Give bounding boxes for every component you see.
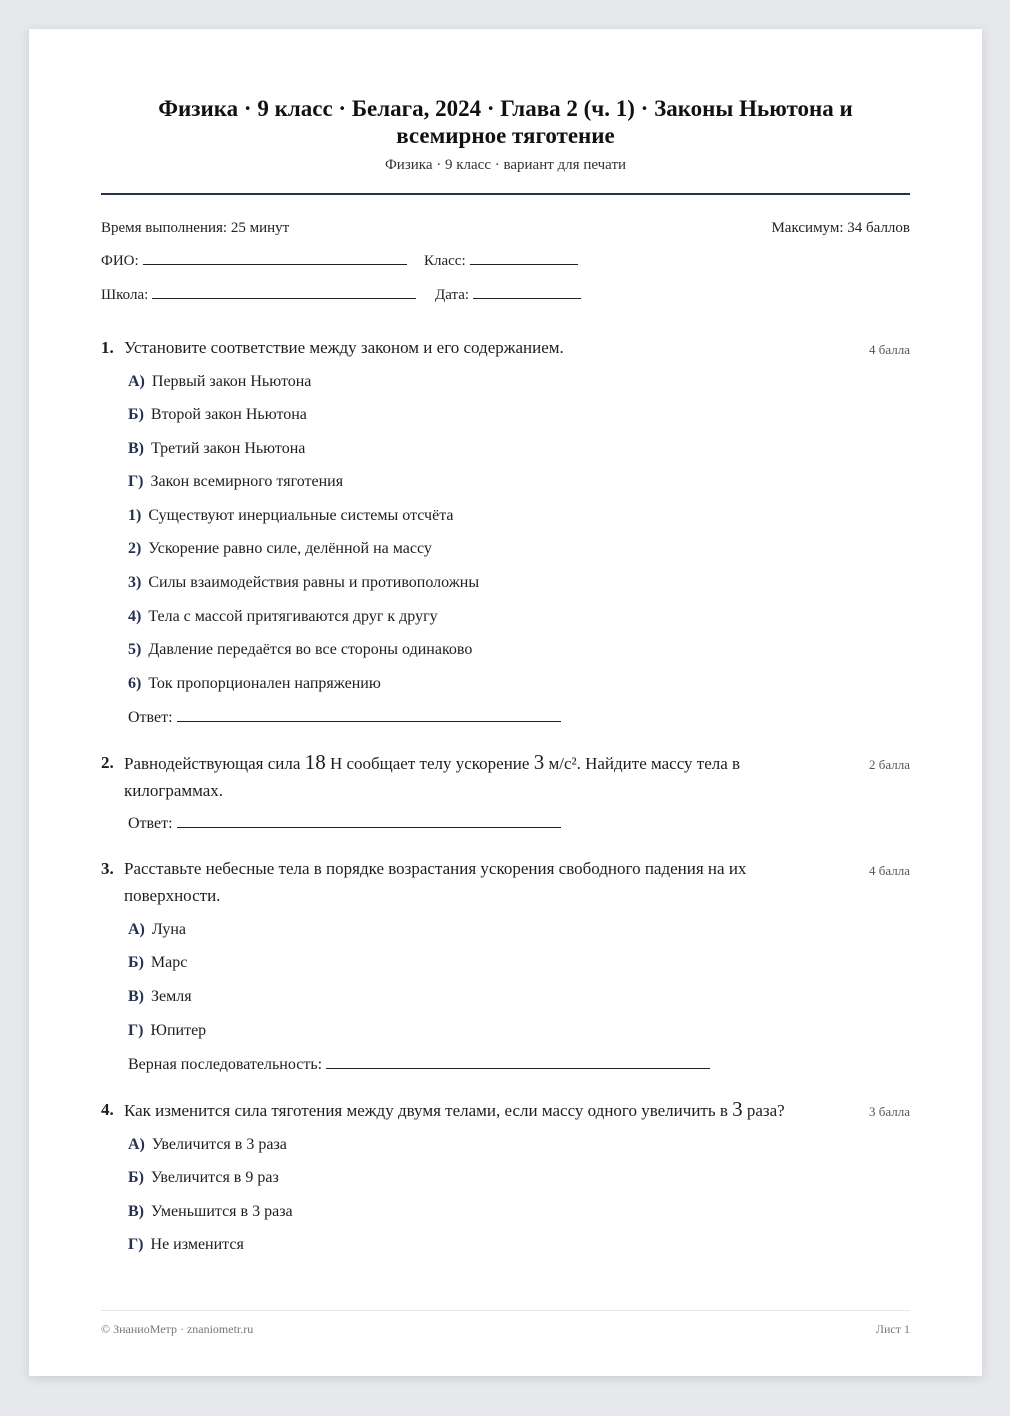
question-2 <box>101 749 910 805</box>
school-field[interactable] <box>101 287 416 304</box>
time-limit: Время выполнения: 25 минут <box>101 220 290 236</box>
question-text: Расставьте небесные тела в порядке возрастания ускорения свободного падения на их поверхности. <box>124 859 747 905</box>
date-field[interactable] <box>435 287 581 304</box>
question-4 <box>101 1096 910 1126</box>
class-label: Класс: <box>424 253 466 269</box>
answer-line <box>177 720 561 722</box>
option-item: А) Луна <box>128 921 187 938</box>
option-item: 4) Тела с массой притягиваются друг к другу <box>128 608 438 625</box>
option-item: 5) Давление передаётся во все стороны одинаково <box>128 641 473 658</box>
question-3 <box>101 855 910 911</box>
option-item: В) Третий закон Ньютона <box>128 440 306 457</box>
header-divider <box>101 193 910 195</box>
date-label: Дата: <box>435 287 470 303</box>
question-number: 1. <box>101 338 114 357</box>
class-line <box>470 263 578 265</box>
footer-divider <box>101 1310 910 1311</box>
question-points: 3 балла <box>869 1104 910 1119</box>
question-points: 4 балла <box>869 863 910 878</box>
option-item: 1) Существуют инерциальные системы отсчёта <box>128 507 454 524</box>
option-item: Б) Второй закон Ньютона <box>128 406 307 423</box>
question-points: 4 балла <box>869 342 910 357</box>
footer-page-number: Лист 1 <box>875 1322 910 1336</box>
answer-field[interactable] <box>128 815 561 833</box>
date-line <box>473 297 581 299</box>
class-field[interactable] <box>424 253 578 270</box>
option-item: 6) Ток пропорционален напряжению <box>128 675 381 692</box>
fio-field[interactable] <box>101 253 407 270</box>
option-item: 3) Силы взаимодействия равны и противоположны <box>128 574 480 591</box>
sequence-answer-field[interactable] <box>128 1056 710 1074</box>
question-text: Равнодействующая сила 18 Н сообщает телу ускорение 3 м/с². Найдите массу тела в килограммах. <box>124 750 741 800</box>
option-item: Б) Марс <box>128 954 188 971</box>
option-item: Б) Увеличится в 9 раз <box>128 1169 279 1186</box>
question-1 <box>101 334 910 364</box>
footer-copyright: © ЗнаниоМетр · znaniometr.ru <box>101 1322 254 1336</box>
answer-label: Верная последовательность: <box>128 1056 323 1073</box>
school-line <box>152 297 416 299</box>
question-number: 4. <box>101 1100 114 1119</box>
fio-line <box>143 263 407 265</box>
option-item: В) Уменьшится в 3 раза <box>128 1203 293 1220</box>
question-text: Как изменится сила тяготения между двумя телами, если массу одного увеличить в 3 раза? <box>124 1097 785 1121</box>
page-title: Физика · 9 класс · Белага, 2024 · Глава 2 (ч. 1) · Законы Ньютона и всемирное тяготение <box>158 96 853 148</box>
option-item: А) Первый закон Ньютона <box>128 373 312 390</box>
option-item: Г) Не изменится <box>128 1236 244 1253</box>
question-points: 2 балла <box>869 757 910 772</box>
answer-label: Ответ: <box>128 815 173 832</box>
option-item: 2) Ускорение равно силе, делённой на массу <box>128 540 432 557</box>
max-score: Максимум: 34 баллов <box>771 220 910 236</box>
option-item: Г) Закон всемирного тяготения <box>128 473 344 490</box>
answer-field[interactable] <box>128 709 561 727</box>
option-item: В) Земля <box>128 988 192 1005</box>
answer-label: Ответ: <box>128 709 173 726</box>
page-subtitle: Физика · 9 класс · вариант для печати <box>384 157 627 173</box>
answer-line <box>177 826 561 828</box>
fio-label: ФИО: <box>101 253 139 269</box>
option-item: Г) Юпитер <box>128 1022 207 1039</box>
school-label: Школа: <box>101 287 149 303</box>
worksheet-page <box>29 29 982 1376</box>
answer-line <box>326 1067 710 1069</box>
question-number: 2. <box>101 753 114 772</box>
question-text: Установите соответствие между законом и его содержанием. <box>124 338 564 357</box>
question-number: 3. <box>101 859 114 878</box>
option-item: А) Увеличится в 3 раза <box>128 1136 287 1153</box>
